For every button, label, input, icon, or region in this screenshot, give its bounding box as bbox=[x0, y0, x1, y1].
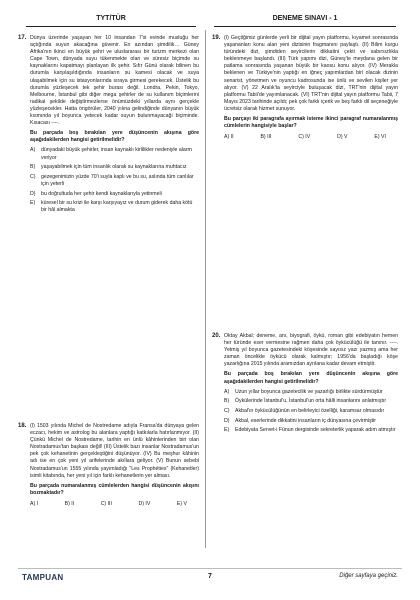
option-list bbox=[224, 389, 398, 435]
question-18 bbox=[18, 423, 199, 508]
option-a[interactable]: A) I bbox=[30, 500, 39, 507]
option-d[interactable]: D) Akbal, eserlerinde dikkatini insanların iç dünyasına çevirmiştir bbox=[224, 417, 376, 424]
question-passage: Dünya üzerinde yaşayan her 10 insandan 7'si evinde musluğu her açtığında suyun akacağına güvenir. En azından şimdilik… Güney Afrika'nın ikinci en büyük şehri ve uluslararası bir turizm merkezi olan Cape Town, dünyada suyu tükenmekte olan ve süresiz biçimde su kaynaklarını kapatmayı planlayan ilk şehir. Sıfır Günü olarak bilinen bu durumla karşılaşıldığında insanların su kamesi olacak ve suya ulaşabilmek için su istasyonlarında sıraya girmesi gerekecek. Üstelik bu durumla yüzleşecek tek şehir burası değil. Londra, Pekin, Tokyo, Melbourne, İstanbul gibi diğer mega şehirler de su kullanım biçimlerini radikal şekilde değiştirmezlerse önümüzdeki yıllarda aynı gerçekle yüzleşecekler. Hatta öngörüler, 2040 yılına gelindiğinde dünyanın büyük kısmında yıl boyunca yetecek kadar suyun bulunmayacağı biçiminde. Kısacası ----. bbox=[30, 35, 199, 127]
option-a[interactable]: A) II bbox=[224, 134, 234, 141]
option-row bbox=[224, 134, 398, 141]
question-stem: Bu parçada numaralanmış cümlelerden hangisi düşüncenin akışını bozmaktadır? bbox=[30, 482, 199, 496]
option-b[interactable]: B) II bbox=[64, 500, 75, 507]
option-d[interactable]: D) bu doğrultuda her şehir kendi kaynaklarıyla yetinmeli bbox=[30, 190, 162, 197]
option-b[interactable]: B) Öykülerinde İstanbul'u, İstanbul'un orta hâlli insanlarını anlatmıştır bbox=[224, 398, 387, 405]
option-e[interactable]: E) V bbox=[176, 500, 187, 507]
question-stem: Bu parçayı iki paragrafa ayırmak isteme ikinci paragraf numaralanmış cümlelerin hangisiyle başlar? bbox=[224, 116, 398, 130]
option-b[interactable]: B) III bbox=[260, 134, 272, 141]
question-passage: (I) 1503 yılında Michel de Nostredame adıyla Fransa'da dünyaya gelen eczacı, hekim ve astrolog bu alanlara yaptığı katkılarla hatırlanmıyor. (II) Çünkü Michel de Nostredame, tarihin en ünlü kâhinlerinden biri olan Nostradamus'tan başkası değil! (III) Üstelik bazı insanlar Nostradamus'un pek çok kehanetinin gerçekleştiğini düşünüyor. (IV) Bu meşhur kâhinin adı ise en çok yeni yıl arifelerinde akıllara geliyor. (V) Bunun sebebi Nostradamus'un 1555 yılında yayımladığı "Les Prophéties" (Kehanetler) isimli kitabında, her yeni yıl için farklı kehanetlerin yer alması. bbox=[30, 423, 199, 479]
option-c[interactable]: C) III bbox=[100, 500, 112, 507]
option-d[interactable]: D) V bbox=[337, 134, 348, 141]
option-e[interactable]: E) Edebiyata Servet-i Fünun dergisinde sekreterlik yaparak adım atmıştır bbox=[224, 427, 396, 434]
question-number: 18. bbox=[18, 423, 27, 429]
question-17 bbox=[18, 35, 199, 217]
option-b[interactable]: B) yaşayabilmek için tüm insanlık olarak su kaynaklarına muhtacız bbox=[30, 164, 187, 171]
option-list bbox=[30, 147, 199, 214]
option-a[interactable]: A) dünyadaki büyük şehirler, insan kaynaklı kirlilikler nedeniyle alarm veriyor bbox=[30, 147, 192, 161]
option-c[interactable]: C) Akbal'ın öykücülüğünün en belirleyici özelliği, karamsar olmasıdır bbox=[224, 408, 385, 415]
option-c[interactable]: C) gezegenimizin yüzde 70'i suyla kaplı ve bu su, aslında tüm canlılar için yeterli bbox=[30, 173, 194, 187]
question-passage: Oktay Akbal; deneme, anı, biyografi, öykü, roman gibi edebiyatın hemen her türünde eser vermesine rağmen daha çok öykücülüğü ile tanınır. ----. Yetmiş yıl boyunca gazetesindeki köşesinde sayısız yazı yazmış ama her zaman öncelikle öykücü olarak kalmıştır; 1956'da başladığı köşe yazarlığına 2015 yılında aramızdan ayrılana kadar devam etmiştir. bbox=[224, 333, 398, 368]
option-c[interactable]: C) IV bbox=[298, 134, 311, 141]
question-20 bbox=[212, 333, 398, 437]
question-number: 20. bbox=[212, 333, 221, 339]
question-number: 19. bbox=[212, 35, 221, 41]
header-subject: TYT/TÜR bbox=[26, 12, 196, 27]
question-stem: Bu parçada boş bırakılan yere düşüncenin akışına göre aşağıdakilerden hangisi getirilmelidir? bbox=[224, 371, 398, 385]
option-e[interactable]: E) VI bbox=[374, 134, 386, 141]
option-e[interactable]: E) küresel bir su krizi ile karşı karşıyayız ve durum giderek daha kötü bir hâl almakta bbox=[30, 200, 193, 214]
page-number: 7 bbox=[208, 573, 212, 580]
next-page-note: Diğer sayfaya geçiniz. bbox=[339, 573, 398, 579]
header-exam-title: DENEME SINAVI - 1 bbox=[214, 12, 396, 27]
column-divider bbox=[205, 30, 206, 548]
page-footer bbox=[0, 560, 420, 590]
question-stem: Bu parçada boş bırakılan yere düşüncenin akışına göre aşağıdakilerden hangisi getirilmelidir? bbox=[30, 130, 199, 144]
publisher-logo: TAMPUAN bbox=[22, 573, 64, 582]
question-passage: (I) Geçtiğimiz günlerde yerli bir dijital yayın platformu, kıyamet sonrasında yaşananları konu alan yeni dizisinin fragmanını paylaştı. (II) Bilim kurgu türündeki dizi, şimdiden seyircilerin dikkatini çekti ve sabırsızlıkla beklenmeye başlandı. (III) Türk yapımı dizi, Güneş'te meydana gelen bir patlama sonrasında yaşanan büyük bir kaosu konu alıyor. (IV) Merakla beklenen ve Türkiye'nin yaptığı en iğneç yapımlardan biri olacak dizinin senarist, yönetmen ve oyuncu kadrosunda ise ünlü ve sevilen kişiler yer alıyor. (V) 22 Aralık'ta seyirciyle buluşacak dizi, TRT'nin dijital yayın platformu Tabii'de yayımlanacak. (VI) TRT'nin dijital yayın platformu Tabii, 7 Mayıs 2023 tarihinde açıldı; pek çok farklı içerik ve beş farklı dil seçeneğiyle ücretsiz olarak hizmet sunuyor. bbox=[224, 35, 398, 112]
question-number: 17. bbox=[18, 35, 27, 41]
option-row bbox=[30, 501, 199, 508]
option-a[interactable]: A) Uzun yıllar boyunca gazetecilik ve yazarlığı birlikte sürdürmüştür bbox=[224, 388, 383, 395]
option-d[interactable]: D) IV bbox=[138, 500, 151, 507]
question-19 bbox=[212, 35, 398, 141]
footer-divider bbox=[18, 568, 402, 569]
